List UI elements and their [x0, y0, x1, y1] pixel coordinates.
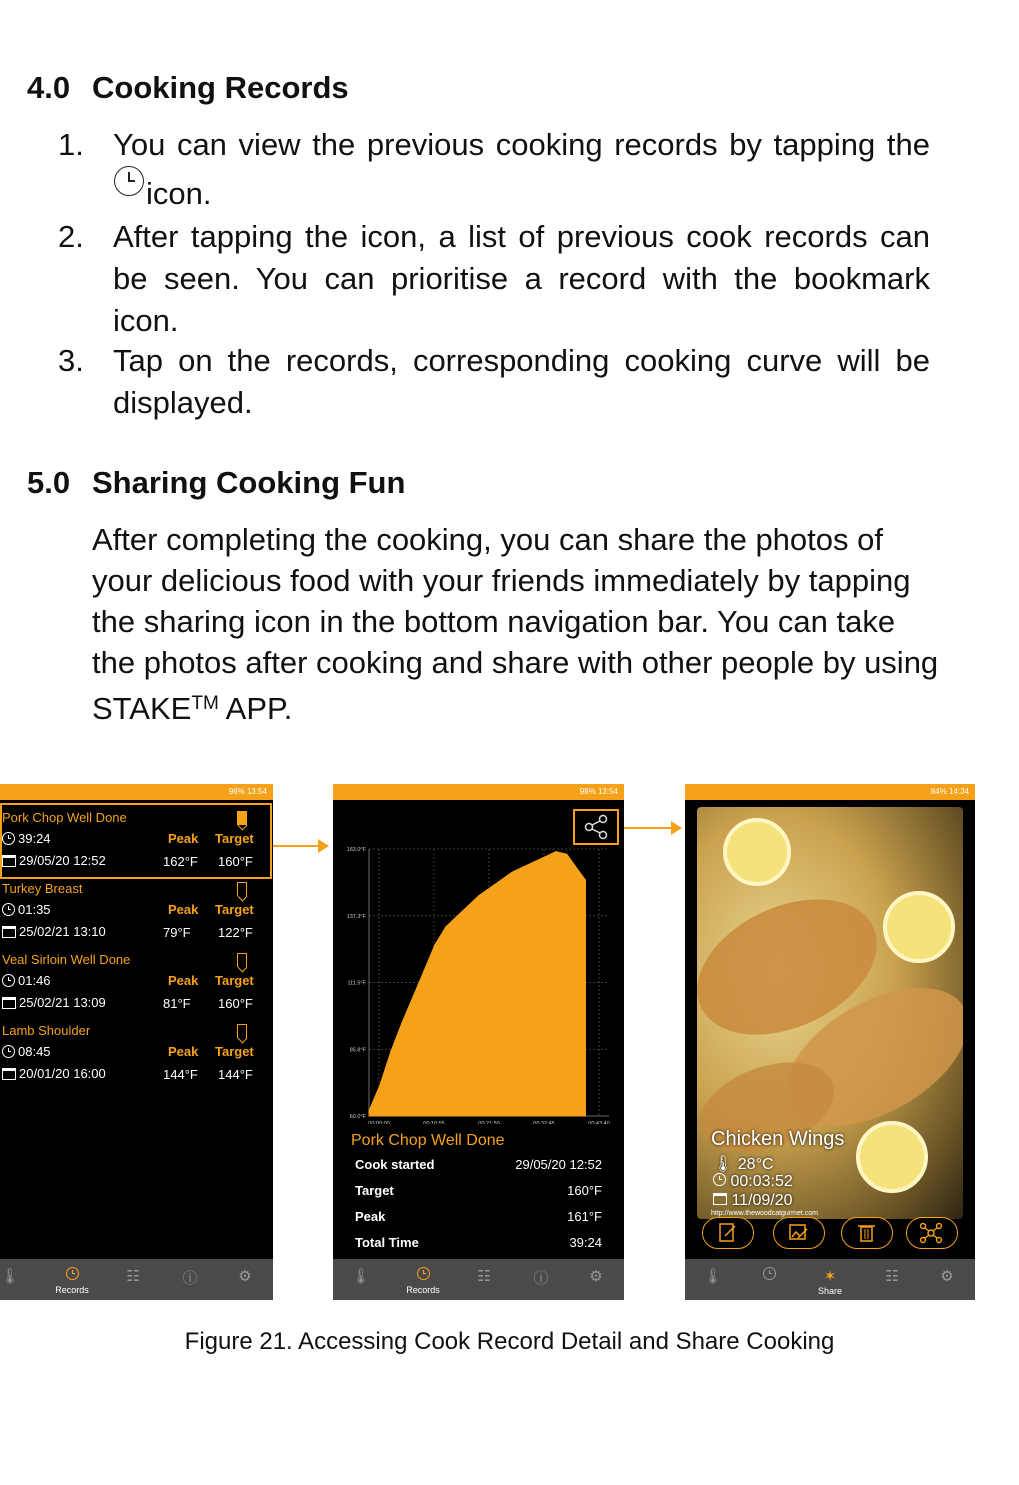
nav-wifi-icon[interactable]: ☷ [126, 1268, 140, 1285]
arrow-to-chart [273, 845, 327, 847]
clock-icon [2, 903, 15, 916]
data-point [467, 905, 468, 906]
records-clock-icon [66, 1267, 79, 1280]
data-point [577, 869, 578, 870]
stat-value: 29/05/20 12:52 [515, 1157, 602, 1172]
x-tick-label: 00:21:50 [478, 1121, 500, 1124]
list-item [58, 124, 930, 211]
target-value: 160°F [218, 996, 253, 1011]
status-bar: 98% 13:54 [333, 784, 624, 800]
y-tick-label: 85.8°F [349, 1047, 366, 1054]
y-tick-label: 137.3°F [346, 913, 366, 920]
stat-row [355, 1183, 602, 1198]
peak-label: Peak [168, 1044, 199, 1059]
calendar-icon [2, 997, 16, 1009]
stat-value: 39:24 [569, 1235, 602, 1250]
data-point [456, 916, 457, 917]
stat-row [355, 1235, 602, 1250]
record-name: Lamb Shoulder [2, 1023, 91, 1038]
nav-share-tab[interactable] [810, 1267, 850, 1296]
edit-photo-icon [774, 1218, 823, 1247]
records-clock-icon [417, 1267, 430, 1280]
bookmark-icon[interactable] [237, 882, 247, 896]
peak-label: Peak [168, 831, 199, 846]
nav-records-tab[interactable] [403, 1267, 443, 1295]
stat-row [355, 1209, 602, 1224]
list-item [58, 340, 930, 424]
nav-thermometer-icon[interactable]: 🌡 [703, 1268, 723, 1285]
photo-temp [713, 1154, 774, 1174]
stat-label: Total Time [355, 1235, 419, 1250]
peak-value: 81°F [163, 996, 191, 1011]
record-item[interactable] [0, 879, 272, 950]
edit-photo-button[interactable] [773, 1217, 825, 1249]
phone-share-photo [685, 784, 975, 1300]
peak-label: Peak [168, 902, 199, 917]
peak-value: 79°F [163, 925, 191, 940]
data-point [566, 854, 567, 855]
data-point [401, 1022, 402, 1023]
x-tick-label: 00:32:45 [533, 1121, 555, 1124]
trademark: TM [191, 693, 219, 714]
edit-record-icon [703, 1218, 752, 1247]
record-duration-value: 01:46 [18, 973, 51, 988]
peak-label: Peak [168, 973, 199, 988]
photo-date-value: 11/09/20 [731, 1192, 793, 1209]
nav-settings-gear-icon[interactable]: ⚙ [589, 1268, 603, 1285]
section-5-paragraph [92, 519, 942, 729]
data-point [511, 872, 512, 873]
nav-wifi-icon[interactable]: ☷ [885, 1268, 899, 1285]
y-tick-label: 111.5°F [347, 980, 366, 987]
data-point [368, 1110, 369, 1111]
paragraph-text: After completing the cooking, you can share the photos of your delicious food with your friends immediately by tapping the sharing icon in the bottom navigation bar. You can take the photos after cooking and share with other people by using STAKE [92, 522, 939, 726]
nav-info-icon[interactable]: ⓘ [182, 1270, 198, 1287]
photo-duration-value: 00:03:52 [730, 1173, 793, 1190]
record-duration [2, 973, 51, 988]
phone-cook-curve [333, 784, 624, 1300]
y-tick-label: 60.0°F [349, 1114, 366, 1120]
paragraph-tail: APP. [218, 691, 293, 726]
list-text-part: You can view the previous cooking records by tapping the [113, 127, 930, 162]
stat-label: Target [355, 1183, 394, 1198]
nav-thermometer-icon[interactable]: 🌡 [351, 1268, 371, 1285]
x-tick-label: 00:10:55 [423, 1121, 445, 1124]
record-duration-value: 08:45 [18, 1044, 51, 1059]
data-point [412, 996, 413, 997]
nav-records-label: Records [406, 1285, 440, 1295]
calendar-icon [2, 926, 16, 938]
record-date-value: 25/02/21 13:10 [19, 924, 106, 939]
record-date [2, 995, 106, 1010]
section-5-heading [27, 465, 405, 501]
data-point [478, 895, 479, 896]
bottom-nav [0, 1259, 273, 1300]
data-point [434, 944, 435, 945]
share-photo-button[interactable] [906, 1217, 958, 1249]
nav-settings-gear-icon[interactable]: ⚙ [940, 1268, 954, 1285]
record-duration [2, 1044, 51, 1059]
target-label: Target [215, 1044, 254, 1059]
record-date-value: 29/05/20 12:52 [19, 853, 106, 868]
share-network-icon: ✶ [823, 1268, 837, 1285]
x-tick-label: 00:43:40 [588, 1121, 610, 1124]
data-point [544, 856, 545, 857]
clock-icon [2, 974, 15, 987]
arrow-to-share [624, 827, 680, 829]
target-label: Target [215, 831, 254, 846]
record-date [2, 1066, 106, 1081]
stat-label: Peak [355, 1209, 386, 1224]
bottom-nav [333, 1259, 624, 1300]
record-date-value: 25/02/21 13:09 [19, 995, 106, 1010]
x-tick-label: 00:00:00 [368, 1121, 390, 1124]
data-point [390, 1051, 391, 1052]
records-clock-icon [763, 1267, 776, 1280]
trash-icon [842, 1218, 891, 1247]
status-bar: 84% 14:34 [685, 784, 975, 800]
target-value: 122°F [218, 925, 253, 940]
clock-icon [2, 1045, 15, 1058]
calendar-icon [713, 1193, 727, 1205]
photo-date [713, 1192, 793, 1210]
photo-duration [713, 1173, 793, 1191]
target-label: Target [215, 973, 254, 988]
record-item[interactable] [0, 1021, 272, 1092]
list-text: Tap on the records, corresponding cooking curve will be displayed. [113, 343, 930, 420]
list-number: 3. [58, 343, 84, 378]
record-item[interactable] [0, 950, 272, 1021]
status-bar: 98% 13:54 [0, 784, 273, 800]
record-date [2, 924, 106, 939]
figure-caption: Figure 21. Accessing Cook Record Detail and Share Cooking [184, 1328, 835, 1355]
record-name: Turkey Breast [2, 881, 83, 896]
record-date-value: 20/01/20 16:00 [19, 1066, 106, 1081]
bottom-nav [685, 1259, 975, 1300]
data-point [522, 867, 523, 868]
highlight-first-record [0, 803, 272, 879]
data-point [500, 880, 501, 881]
clock-icon [114, 166, 144, 196]
section-5-title: Sharing Cooking Fun [92, 465, 406, 500]
data-point [533, 861, 534, 862]
photo-title: Chicken Wings [711, 1128, 845, 1150]
record-name: Veal Sirloin Well Done [2, 952, 131, 967]
list-number: 1. [58, 127, 84, 162]
bookmark-icon[interactable] [237, 953, 247, 967]
bookmark-icon[interactable] [237, 1024, 247, 1038]
food-photo [697, 807, 963, 1219]
delete-button[interactable] [841, 1217, 893, 1249]
nav-records-tab[interactable] [52, 1267, 92, 1295]
data-point [489, 887, 490, 888]
clock-icon [713, 1173, 726, 1186]
target-value: 144°F [218, 1067, 253, 1082]
share-network-icon [907, 1218, 956, 1247]
stat-value: 160°F [567, 1183, 602, 1198]
list-number: 2. [58, 219, 84, 254]
list-text-part: icon. [146, 176, 212, 211]
target-label: Target [215, 902, 254, 917]
cook-curve-area [369, 852, 586, 1116]
data-point [555, 851, 556, 852]
data-point [423, 970, 424, 971]
record-duration [2, 902, 51, 917]
list-text: After tapping the icon, a list of previous cook records can be seen. You can prioritise a record with the bookmark icon. [113, 219, 930, 338]
thermometer-icon: 🌡 [713, 1156, 734, 1173]
data-point [445, 926, 446, 927]
stat-row [355, 1157, 602, 1172]
data-point [585, 880, 586, 881]
stat-value: 161°F [567, 1209, 602, 1224]
stat-label: Cook started [355, 1157, 435, 1172]
section-5-number: 5.0 [27, 465, 71, 500]
nav-share-label: Share [817, 1286, 843, 1296]
record-duration-value: 01:35 [18, 902, 51, 917]
record-title: Pork Chop Well Done [351, 1132, 505, 1149]
record-name: Pork Chop Well Done [2, 810, 127, 825]
photo-url: http://www.thewoodcatgurmet.com [711, 1210, 818, 1217]
nav-wifi-icon[interactable]: ☷ [477, 1268, 491, 1285]
record-duration-value: 39:24 [18, 831, 51, 846]
peak-value: 144°F [163, 1067, 198, 1082]
peak-value: 162°F [163, 854, 198, 869]
y-tick-label: 163.0°F [346, 847, 366, 853]
calendar-icon [2, 1068, 16, 1080]
nav-records-tab[interactable] [749, 1267, 789, 1284]
section-4-title: Cooking Records [92, 70, 349, 105]
nav-settings-gear-icon[interactable]: ⚙ [238, 1268, 252, 1285]
data-point [379, 1084, 380, 1085]
nav-thermometer-icon[interactable]: 🌡 [0, 1268, 20, 1285]
cook-curve-chart [333, 834, 624, 1124]
section-4-number: 4.0 [27, 70, 71, 105]
nav-records-label: Records [55, 1285, 89, 1295]
section-4-heading [27, 70, 349, 106]
nav-info-icon[interactable]: ⓘ [533, 1270, 549, 1287]
edit-record-button[interactable] [702, 1217, 754, 1249]
list-text [113, 124, 930, 215]
list-item [58, 216, 930, 342]
photo-temp-value: 28°C [737, 1156, 774, 1173]
target-value: 160°F [218, 854, 253, 869]
